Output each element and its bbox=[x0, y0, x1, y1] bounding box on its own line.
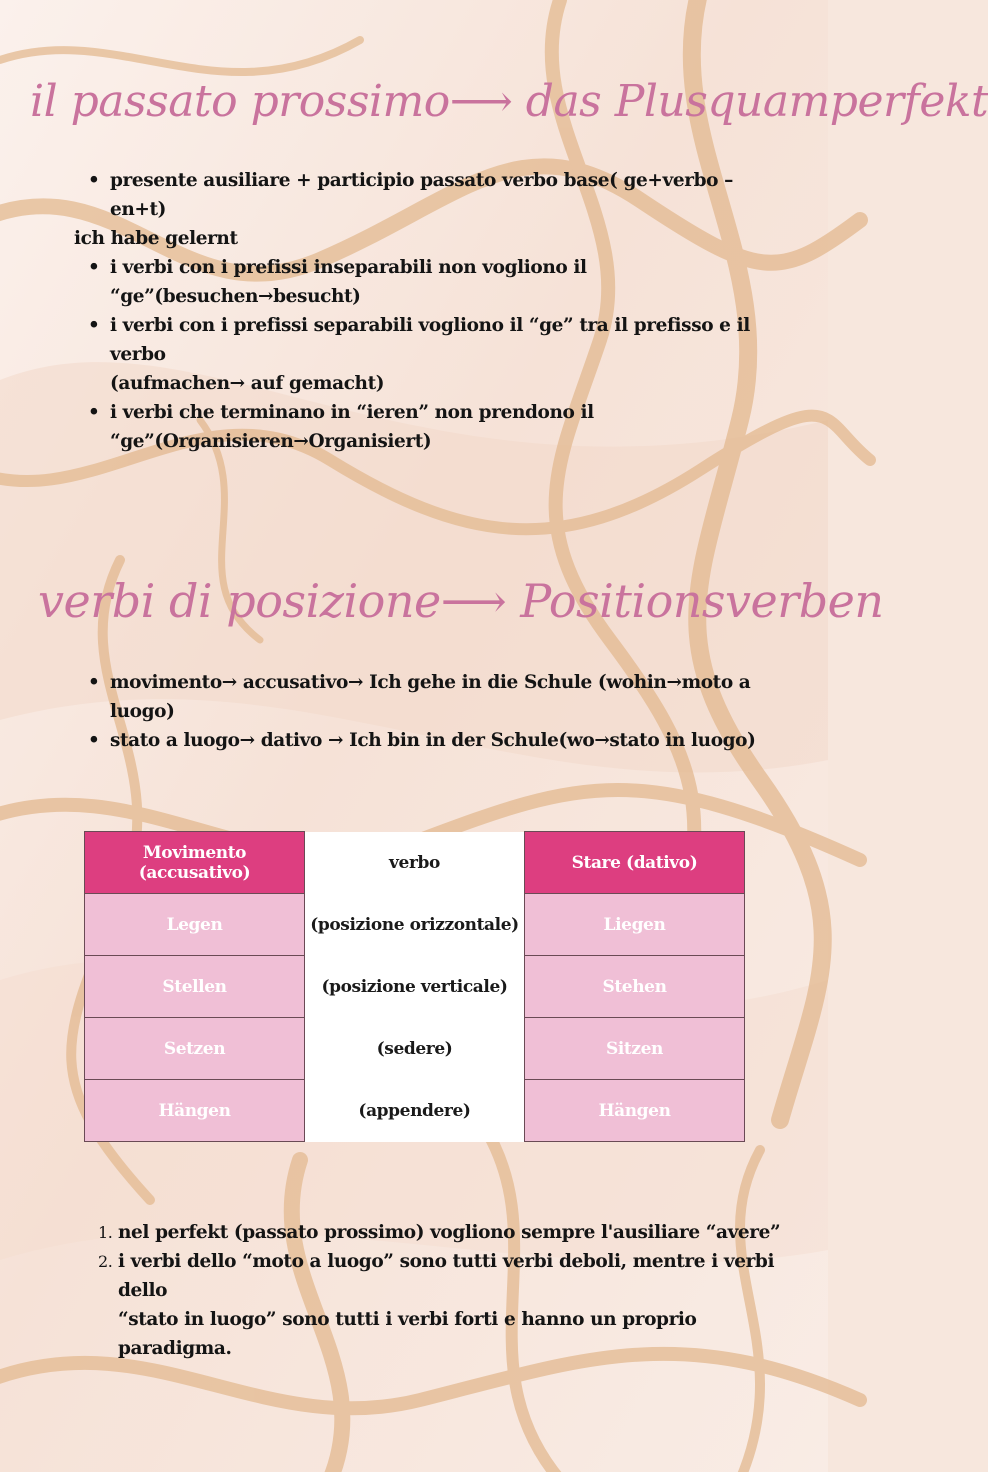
cell-movimento: Setzen bbox=[85, 1018, 305, 1080]
bullet-text: • i verbi con i prefissi inseparabili non vogliono il bbox=[110, 257, 587, 278]
bullet-text: • movimento→ accusativo→ Ich gehe in die Schule (wohin→moto a bbox=[110, 672, 751, 693]
cell-verbo: (appendere) bbox=[305, 1080, 525, 1142]
cell-stare: Stehen bbox=[525, 956, 745, 1018]
cell-verbo: (posizione orizzontale) bbox=[305, 894, 525, 956]
bullet-rule-formation bbox=[74, 166, 774, 224]
note-text: “stato in luogo” sono tutti i verbi forti e hanno un proprio paradigma. bbox=[118, 1309, 697, 1359]
cell-movimento: Hängen bbox=[85, 1080, 305, 1142]
bullet-inseparable-prefixes bbox=[74, 253, 774, 311]
header-movimento: Movimento (accusativo) bbox=[85, 832, 305, 894]
heading-verbi-di-posizione: verbi di posizione⟶ Positionsverben bbox=[38, 574, 884, 628]
table-row bbox=[85, 1080, 745, 1142]
heading-passato-prossimo: il passato prossimo⟶ das Plusquamperfekt bbox=[30, 76, 988, 127]
positionsverben-table bbox=[84, 831, 745, 1142]
note-item-1 bbox=[98, 1218, 798, 1247]
table-header-row bbox=[85, 832, 745, 894]
cell-stare: Hängen bbox=[525, 1080, 745, 1142]
bullet-text: luogo) bbox=[110, 701, 175, 722]
cell-verbo: (posizione verticale) bbox=[305, 956, 525, 1018]
bullet-text: presente ausiliare + participio passato verbo base( ge+verbo – en+t) bbox=[110, 170, 733, 220]
example-line: ich habe gelernt bbox=[74, 228, 238, 249]
note-number: 1. bbox=[98, 1223, 113, 1242]
bullet-text: • i verbi che terminano in “ieren” non prendono il bbox=[110, 402, 594, 423]
cell-stare: Liegen bbox=[525, 894, 745, 956]
bullet-ieren-verbs bbox=[74, 398, 774, 456]
bullet-text: stato a luogo→ dativo → Ich bin in der Schule(wo→stato in luogo) bbox=[110, 730, 756, 751]
section-verbi-di-posizione-rules bbox=[74, 668, 774, 755]
note-item-2 bbox=[98, 1247, 798, 1363]
header-stare: Stare (dativo) bbox=[525, 832, 745, 894]
cell-stare: Sitzen bbox=[525, 1018, 745, 1080]
bullet-stato-a-luogo bbox=[74, 726, 774, 755]
table-row bbox=[85, 894, 745, 956]
bullet-text: (aufmachen→ auf gemacht) bbox=[110, 373, 385, 394]
cell-movimento: Stellen bbox=[85, 956, 305, 1018]
note-number: 2. bbox=[98, 1252, 113, 1271]
cell-verbo: (sedere) bbox=[305, 1018, 525, 1080]
header-verbo: verbo bbox=[305, 832, 525, 894]
bullet-separable-prefixes bbox=[74, 311, 774, 398]
table-row bbox=[85, 956, 745, 1018]
notes-list bbox=[98, 1218, 798, 1363]
note-text: i verbi dello “moto a luogo” sono tutti verbi deboli, mentre i verbi dello bbox=[118, 1251, 775, 1301]
bullet-text: “ge”(besuchen→besucht) bbox=[110, 286, 361, 307]
bullet-text: • i verbi con i prefissi separabili vogliono il “ge” tra il prefisso e il verbo bbox=[110, 315, 750, 365]
section-passato-prossimo-rules bbox=[74, 166, 774, 456]
cell-movimento: Legen bbox=[85, 894, 305, 956]
note-text: nel perfekt (passato prossimo) vogliono sempre l'ausiliare “avere” bbox=[118, 1222, 781, 1243]
bullet-movimento bbox=[74, 668, 774, 726]
table-row bbox=[85, 1018, 745, 1080]
bullet-text: “ge”(Organisieren→Organisiert) bbox=[110, 431, 432, 452]
